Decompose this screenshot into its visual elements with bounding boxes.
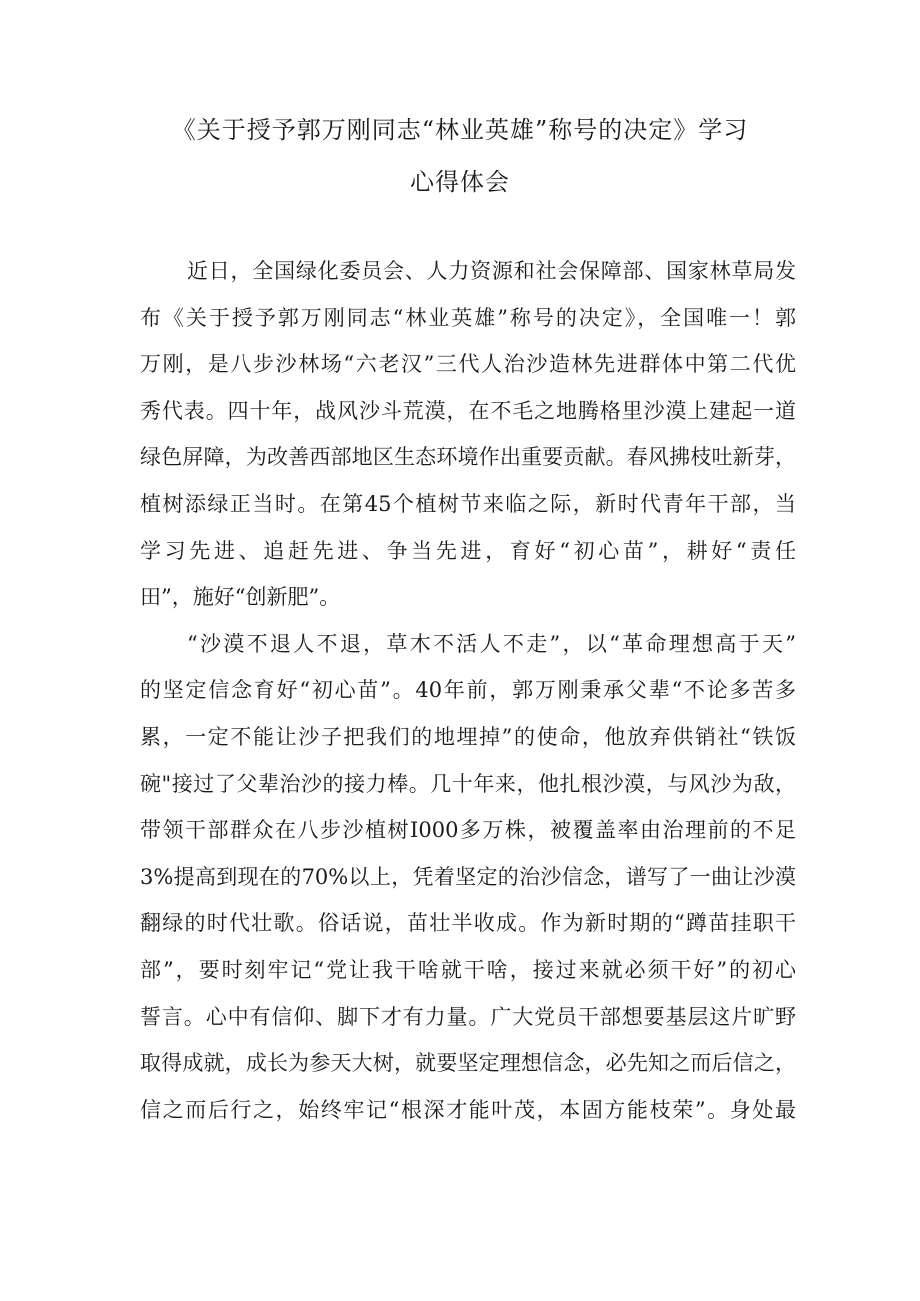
document-title (0, 104, 920, 208)
text-line: 绿色屏障，为改善西部地区生态环境作出重要贡献。春风拂枝吐新芽， (140, 445, 796, 470)
text-line: 的坚定信念育好“初心苗”。40年前，郭万刚秉承父辈“不论多苦多 (140, 678, 796, 703)
paragraph-2 (140, 621, 796, 1134)
text-line: 取得成就，成长为参天大树，就要坚定理想信念，必先知之而后信之， (140, 1051, 796, 1076)
text-line: 近日，全国绿化委员会、人力资源和社会保障部、国家林草局发 (187, 259, 796, 283)
text-line: 学习先进、追赶先进、争当先进，育好“初心苗”，耕好“责任 (140, 538, 796, 563)
text-line: 碗"接过了父辈治沙的接力棒。几十年来，他扎根沙漠，与风沙为敌， (140, 771, 796, 796)
text-line: 秀代表。四十年，战风沙斗荒漠，在不毛之地腾格里沙漠上建起一道 (140, 398, 796, 423)
text-line: 誓言。心中有信仰、脚下才有力量。广大党员干部想要基层这片旷野 (140, 1004, 796, 1029)
text-line: 万刚，是八步沙林场“六老汉”三代人治沙造林先进群体中第二代优 (140, 352, 796, 377)
text-line: 翻绿的时代壮歌。俗话说，苗壮半收成。作为新时期的“蹲苗挂职干 (140, 911, 796, 936)
text-line: 信之而后行之，始终牢记“根深才能叶茂，本固方能枝荣”。身处最 (140, 1097, 796, 1122)
title-line: 《关于授予郭万刚同志“林业英雄”称号的决定》学习 (171, 116, 749, 144)
text-line: 布《关于授予郭万刚同志“林业英雄”称号的决定》，全国唯一！郭 (140, 305, 796, 330)
document-body (140, 248, 796, 1133)
paragraph-1 (140, 248, 796, 621)
text-line: 累，一定不能让沙子把我们的地埋掉”的使命，他放弃供销社“铁饭 (140, 724, 796, 749)
text-line: 田”，施好“创新肥”。 (140, 585, 341, 610)
text-line: “沙漠不退人不退，草木不活人不走”，以“革命理想高于天” (187, 631, 796, 656)
text-line: 部”，要时刻牢记“党让我干啥就干啥，接过来就必须干好”的初心 (140, 957, 796, 982)
text-line: 植树添绿正当时。在第45个植树节来临之际，新时代青年干部，当 (140, 491, 796, 516)
text-line: 带领干部群众在八步沙植树I000多万株，被覆盖率由治理前的不足 (140, 818, 796, 843)
text-line: 3%提高到现在的70%以上，凭着坚定的治沙信念，谱写了一曲让沙漠 (140, 864, 796, 889)
title-line: 心得体会 (410, 168, 510, 196)
